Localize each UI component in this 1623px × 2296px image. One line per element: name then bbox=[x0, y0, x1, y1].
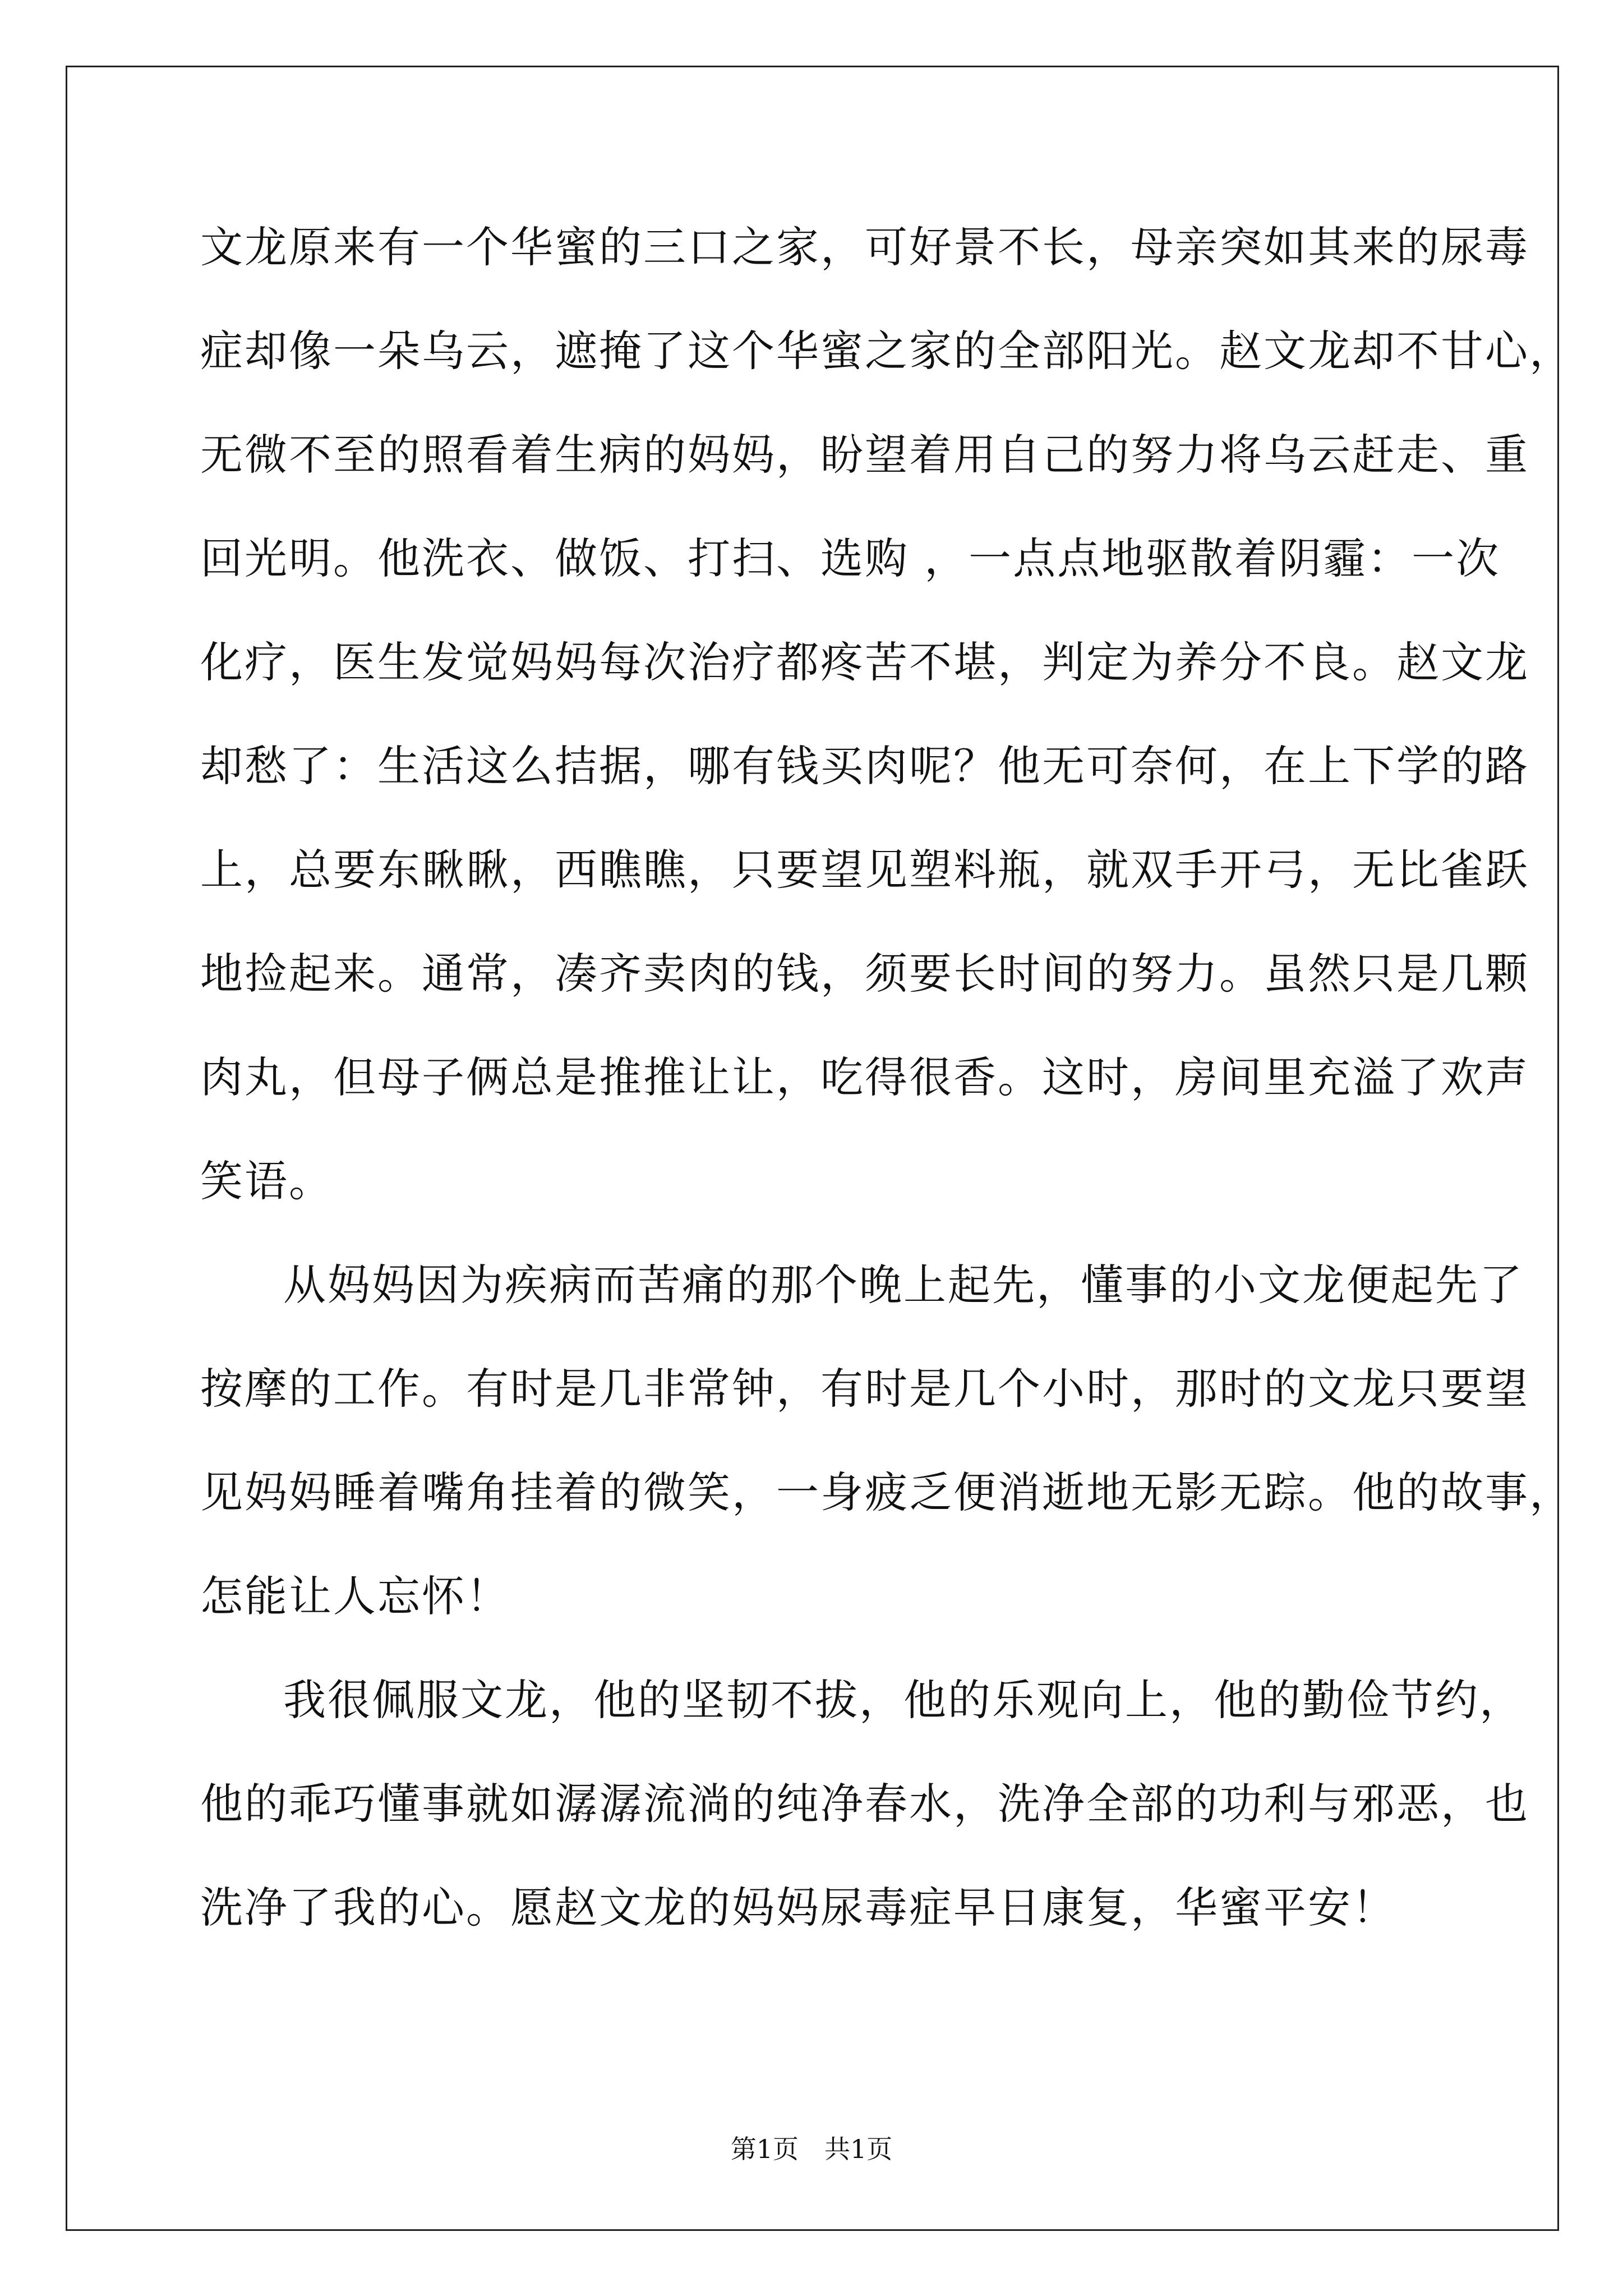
paragraph-3-line-3: 洗净了我的心。愿赵文龙的妈妈尿毒症早日康复，华蜜平安！ bbox=[200, 1883, 1396, 1932]
paragraph-2-line-1: 从妈妈因为疾病而苦痛的那个晚上起先，懂事的小文龙便起先了 bbox=[283, 1260, 1524, 1310]
paragraph-1-line-9: 肉丸，但母子俩总是推推让让，吃得很香。这时，房间里充溢了欢声 bbox=[200, 1052, 1529, 1102]
paragraph-1-line-5: 化疗，医生发觉妈妈每次治疗都疼苦不堪，判定为养分不良。赵文龙 bbox=[200, 637, 1529, 687]
paragraph-1-line-1: 文龙原来有一个华蜜的三口之家，可好景不长，母亲突如其来的尿毒 bbox=[200, 222, 1529, 272]
page-footer: 第1页 共1页 bbox=[730, 2134, 893, 2164]
paragraph-1-line-2: 症却像一朵乌云，遮掩了这个华蜜之家的全部阳光。赵文龙却不甘心， bbox=[200, 326, 1574, 376]
paragraph-3-line-1: 我很佩服文龙，他的坚韧不拔，他的乐观向上，他的勤俭节约， bbox=[283, 1675, 1524, 1725]
paragraph-2-line-3: 见妈妈睡着嘴角挂着的微笑，一身疲乏便消逝地无影无踪。他的故事， bbox=[200, 1467, 1574, 1517]
paragraph-1-line-4: 回光明。他洗衣、做饭、打扫、选购 ，一点点地驱散着阴霾：一次 bbox=[200, 533, 1501, 583]
paragraph-1-line-3: 无微不至的照看着生病的妈妈，盼望着用自己的努力将乌云赶走、重 bbox=[200, 430, 1529, 480]
paragraph-1-line-6: 却愁了：生活这么拮据，哪有钱买肉呢？他无可奈何，在上下学的路 bbox=[200, 741, 1529, 791]
paragraph-2-line-4: 怎能让人忘怀！ bbox=[200, 1571, 510, 1621]
paragraph-2-line-2: 按摩的工作。有时是几非常钟，有时是几个小时，那时的文龙只要望 bbox=[200, 1364, 1529, 1414]
paragraph-1-line-7: 上，总要东瞅瞅，西瞧瞧，只要望见塑料瓶，就双手开弓，无比雀跃 bbox=[200, 845, 1529, 895]
paragraph-1-line-8: 地捡起来。通常，凑齐卖肉的钱，须要长时间的努力。虽然只是几颗 bbox=[200, 949, 1529, 999]
paragraph-1-line-10: 笑语。 bbox=[200, 1156, 333, 1206]
paragraph-3-line-2: 他的乖巧懂事就如潺潺流淌的纯净春水，洗净全部的功利与邪恶，也 bbox=[200, 1779, 1529, 1829]
